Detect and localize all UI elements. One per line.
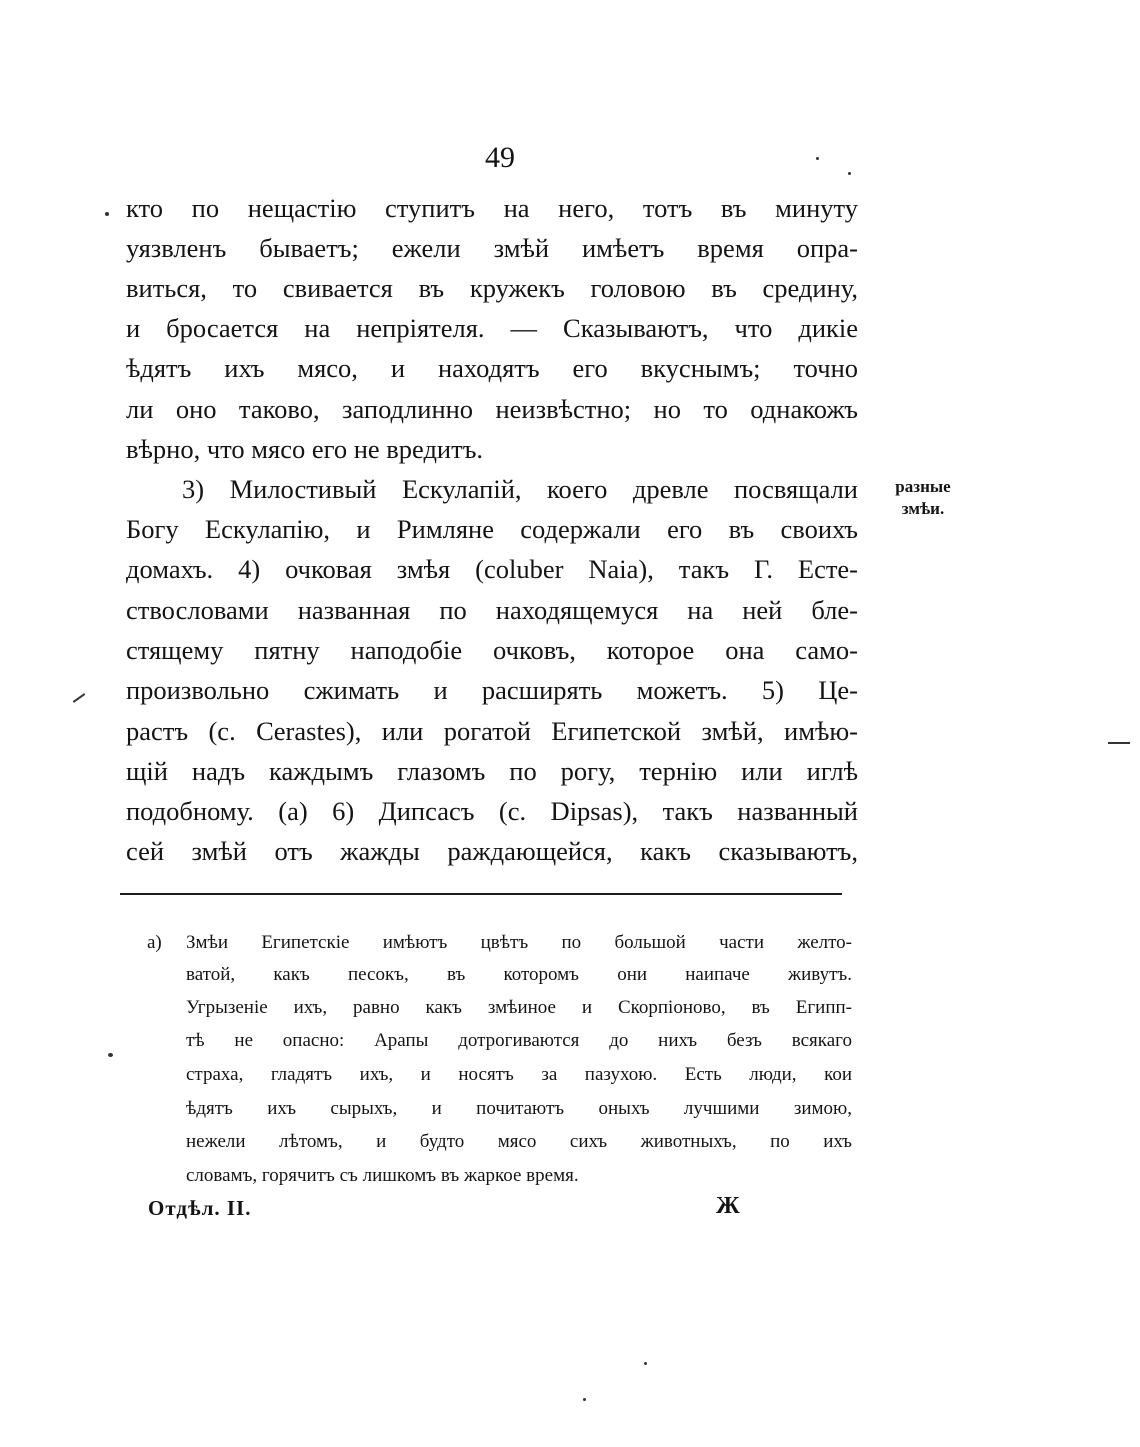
body-line: растъ (c. Cerastes), или рогатой Египетской змѣй, имѣю- xyxy=(126,716,858,746)
body-line: 3) Милостивый Ескулапій, коего древле посвящали xyxy=(182,474,858,504)
body-line: ли оно таково, заподлинно неизвѣстно; но то однакожъ xyxy=(126,394,858,424)
body-line: домахъ. 4) очковая змѣя (coluber Naia), такъ Г. Есте- xyxy=(126,554,858,584)
body-line: подобному. (a) 6) Дипсасъ (c. Dipsas), такъ названный xyxy=(126,796,858,826)
body-line: произвольно сжимать и расширять можетъ. 5) Це- xyxy=(126,675,858,705)
scan-speck xyxy=(1108,742,1130,744)
footnote-line: ватой, какъ песокъ, въ которомъ они наипаче живутъ. xyxy=(186,964,852,985)
footnote-line: страха, гладятъ ихъ, и носятъ за пазухою. Есть люди, кои xyxy=(186,1064,852,1085)
signature-mark: Ж xyxy=(716,1193,740,1219)
signature-section: Отдѣл. II. xyxy=(148,1196,252,1220)
body-line: Богу Ескулапію, и Римляне содержали его въ своихъ xyxy=(126,514,858,544)
body-line: вѣрно, что мясо его не вредитъ. xyxy=(126,434,484,464)
body-line: ѣдятъ ихъ мясо, и находятъ его вкуснымъ; точно xyxy=(126,353,858,383)
body-line: ствословами названная по находящемуся на ней бле- xyxy=(126,595,858,625)
body-line: виться, то свивается въ кружекъ головою въ средину, xyxy=(126,273,858,303)
scan-speck xyxy=(644,1362,647,1365)
scan-speck xyxy=(848,172,851,175)
footnote-marker: a) xyxy=(147,932,162,953)
scan-speck xyxy=(816,157,819,160)
scan-speck xyxy=(108,1053,113,1057)
body-line: уязвленъ бываетъ; ежели змѣй имѣетъ время опра- xyxy=(126,233,858,263)
footnote-line: словамъ, горячитъ съ лишкомъ въ жаркое время. xyxy=(186,1165,579,1186)
footnote-divider xyxy=(120,893,842,895)
margin-note xyxy=(880,476,966,520)
body-line: и бросается на непріятеля. — Сказываютъ, что дикіе xyxy=(126,313,858,343)
scan-speck xyxy=(583,1398,586,1401)
body-line: щій надъ каждымъ глазомъ по рогу, тернію или иглѣ xyxy=(126,756,858,786)
page-number: 49 xyxy=(485,141,515,174)
footnote-line: Змѣи Египетскіе имѣютъ цвѣтъ по большой части желто- xyxy=(186,932,852,953)
footnote-line: Угрызеніе ихъ, равно какъ змѣиное и Скорпіоново, въ Египп- xyxy=(186,997,852,1018)
scan-speck xyxy=(105,212,109,216)
margin-note-line: разные xyxy=(895,477,951,496)
margin-note-line: змѣи. xyxy=(901,499,945,518)
body-line: сей змѣй отъ жажды раждающейся, какъ сказываютъ, xyxy=(126,836,858,866)
footnote-line: тѣ не опасно: Арапы дотрогиваются до нихъ безъ всякаго xyxy=(186,1030,852,1051)
body-line: кто по нещастію ступитъ на него, тотъ въ минуту xyxy=(126,193,858,223)
footnote-line: ѣдятъ ихъ сырыхъ, и почитаютъ оныхъ лучшими зимою, xyxy=(186,1098,852,1119)
footnote-line: нежели лѣтомъ, и будто мясо сихъ животныхъ, по ихъ xyxy=(186,1131,852,1152)
scan-speck xyxy=(73,693,86,703)
body-line: стящему пятну наподобіе очковъ, которое она само- xyxy=(126,635,858,665)
